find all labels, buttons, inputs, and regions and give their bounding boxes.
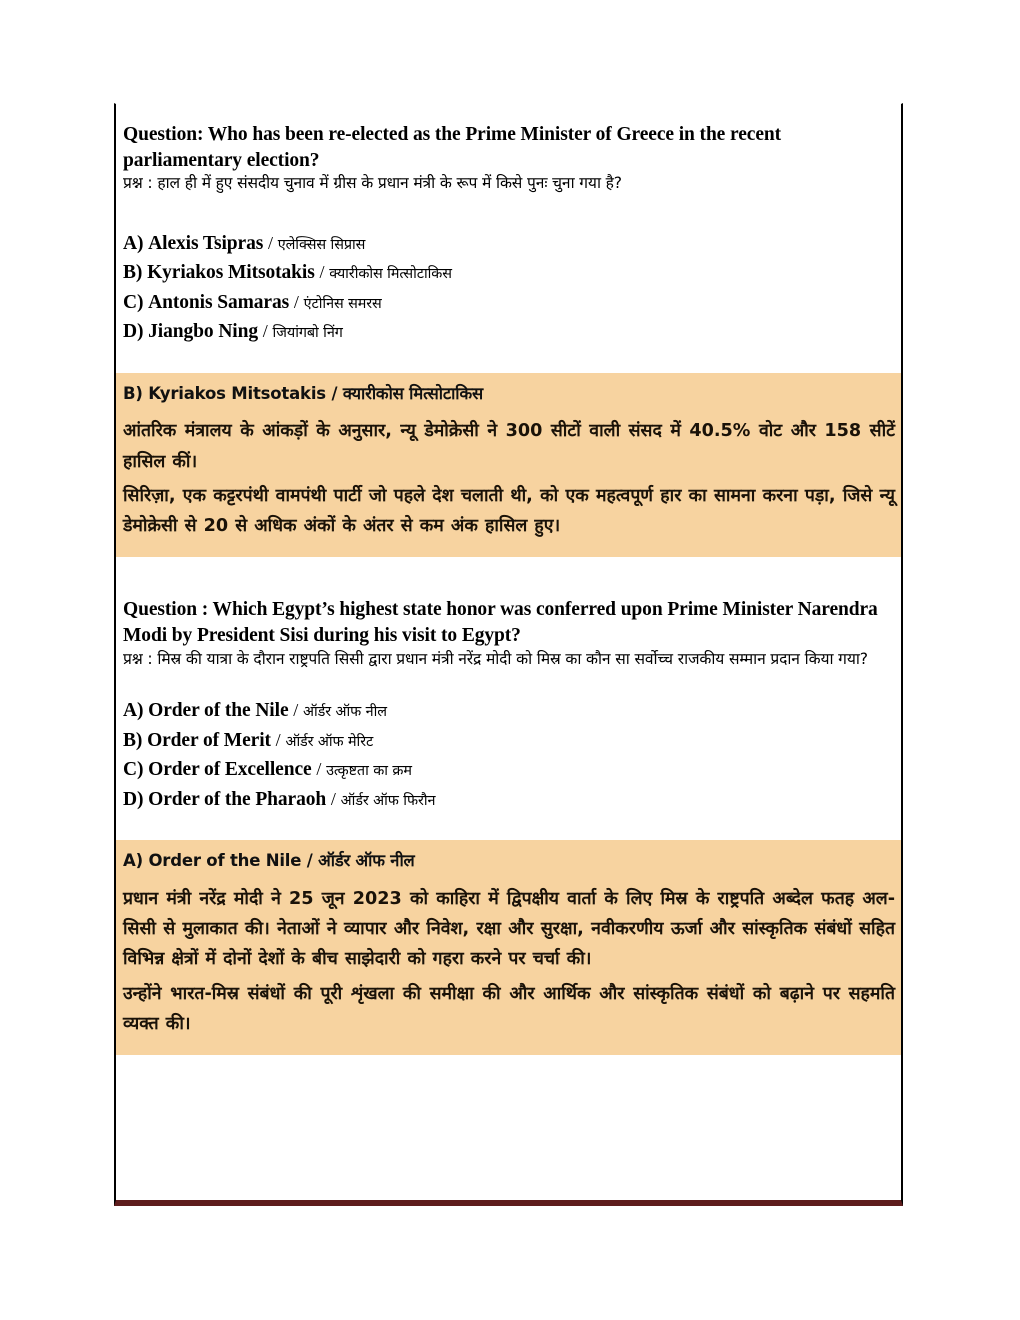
option-text-hi-b-1: क्यारीकोस मित्सोटाकिस — [329, 266, 452, 283]
question-text-hi-1: प्रश्न : हाल ही में हुए संसदीय चुनाव में ग्रीस के प्रधान मंत्री के रूप में किसे पुनः चुना गया है? — [123, 174, 622, 193]
answer-paragraph-2-1: प्रधान मंत्री नरेंद्र मोदी ने 25 जून 2023 को काहिरा में द्विपक्षीय वार्ता के लिए मिस्र के राष्ट्रपति अब्देल फतह अल-सिसी से मुलाकात की। नेताओं ने व्यापार और निवेश, रक्षा और सुरक्षा, नवीकरणीय ऊर्जा और सांस्कृतिक संबंधों सहित विभिन्न क्षेत्रों में दोनों देशों के बीच साझेदारी को गहरा करने पर चर्चा की। — [123, 888, 895, 970]
option-text-hi-c-1: एंटोनिस समरस — [303, 295, 382, 312]
option-item-b-1[interactable] — [123, 258, 895, 288]
page-content — [116, 104, 901, 1200]
option-text-en-c-2: Order of Excellence — [148, 759, 312, 781]
page-bottom-whitespace — [116, 1055, 901, 1099]
question-text-en-2: Question : Which Egypt’s highest state honor was conferred upon Prime Minister Narendra Modi by President Sisi during his visit to Egypt? — [123, 599, 878, 647]
option-text-en-a-1: Alexis Tsipras — [148, 232, 264, 254]
question-options-gap-2 — [123, 670, 895, 696]
option-separator-d-1: / — [262, 321, 268, 342]
answer-question-gap — [123, 557, 895, 597]
answer-block-1 — [116, 373, 901, 557]
option-text-hi-a-2: ऑर्डर ऑफ नील — [303, 704, 387, 721]
question-block-2 — [116, 557, 901, 840]
option-label-b-2: B) — [123, 729, 143, 751]
option-separator-a-1: / — [268, 232, 274, 253]
option-label-b-1: B) — [123, 262, 143, 284]
question-block-1 — [116, 104, 901, 373]
option-label-a-2: A) — [123, 700, 144, 722]
option-item-c-1[interactable] — [123, 288, 895, 318]
option-text-hi-c-2: उत्कृष्टता का क्रम — [326, 763, 412, 780]
options-answer-gap-1 — [123, 347, 895, 373]
option-text-en-c-1: Antonis Samaras — [148, 291, 290, 313]
option-text-hi-b-2: ऑर्डर ऑफ मेरिट — [285, 733, 374, 750]
option-item-c-2[interactable] — [123, 755, 895, 785]
question-options-gap-1 — [123, 195, 895, 229]
option-text-hi-d-2: ऑर्डर ऑफ फिरौन — [340, 792, 436, 809]
option-text-hi-a-1: एलेक्सिस सिप्रास — [277, 236, 366, 253]
question-text-hi-2: प्रश्न : मिस्र की यात्रा के दौरान राष्ट्रपति सिसी द्वारा प्रधान मंत्री नरेंद्र मोदी को मिस्र का कौन सा सर्वोच्च राजकीय सम्मान प्रदान किया गया? — [123, 649, 868, 668]
question-text-en-1: Question: Who has been re-elected as the Prime Minister of Greece in the recent parliamentary election? — [123, 124, 782, 171]
option-label-c-2: C) — [123, 759, 144, 781]
option-item-d-1[interactable] — [123, 317, 895, 347]
option-item-a-1[interactable] — [123, 229, 895, 259]
option-text-en-d-1: Jiangbo Ning — [148, 321, 259, 343]
answer-paragraph-1-1: आंतरिक मंत्रालय के आंकड़ों के अनुसार, न्यू डेमोक्रेसी ने 300 सीटों वाली संसद में 40.5% वोट और 158 सीटें हासिल कीं। — [123, 421, 895, 472]
option-text-en-a-2: Order of the Nile — [148, 700, 289, 722]
options-list-2 — [123, 696, 895, 814]
option-separator-b-2: / — [275, 729, 281, 750]
option-separator-a-2: / — [293, 700, 299, 721]
answer-heading-2: A) Order of the Nile / ऑर्डर ऑफ नील — [123, 851, 415, 871]
option-item-b-2[interactable] — [123, 726, 895, 756]
answer-heading-1: B) Kyriakos Mitsotakis / क्यारीकोस मित्सोटाकिस — [123, 383, 483, 403]
option-item-a-2[interactable] — [123, 696, 895, 726]
document-page — [114, 103, 903, 1206]
answer-block-2 — [116, 840, 901, 1055]
option-text-en-b-1: Kyriakos Mitsotakis — [147, 262, 315, 284]
option-label-d-2: D) — [123, 788, 144, 810]
option-separator-c-1: / — [293, 291, 299, 312]
option-text-en-b-2: Order of Merit — [147, 729, 271, 751]
option-separator-b-1: / — [319, 262, 325, 283]
option-separator-d-2: / — [330, 788, 336, 809]
option-text-en-d-2: Order of the Pharaoh — [148, 788, 327, 810]
option-item-d-2[interactable] — [123, 785, 895, 815]
options-list-1 — [123, 229, 895, 347]
answer-paragraph-2-2: उन्होंने भारत-मिस्र संबंधों की पूरी शृंखला की समीक्षा की और आर्थिक और सांस्कृतिक संबंधों को बढ़ाने पर सहमति व्यक्त की। — [123, 983, 895, 1034]
option-separator-c-2: / — [316, 759, 322, 780]
option-text-hi-d-1: जियांगबो निंग — [272, 325, 343, 342]
option-label-a-1: A) — [123, 232, 144, 254]
options-answer-gap-2 — [123, 814, 895, 840]
answer-paragraph-1-2: सिरिज़ा, एक कट्टरपंथी वामपंथी पार्टी जो पहले देश चलाती थी, को एक महत्वपूर्ण हार का सामना करना पड़ा, जिसे न्यू डेमोक्रेसी से 20 से अधिक अंकों के अंतर से कम अंक हासिल हुए। — [123, 485, 895, 537]
option-label-d-1: D) — [123, 321, 144, 343]
top-spacer — [123, 104, 895, 122]
option-label-c-1: C) — [123, 291, 144, 313]
